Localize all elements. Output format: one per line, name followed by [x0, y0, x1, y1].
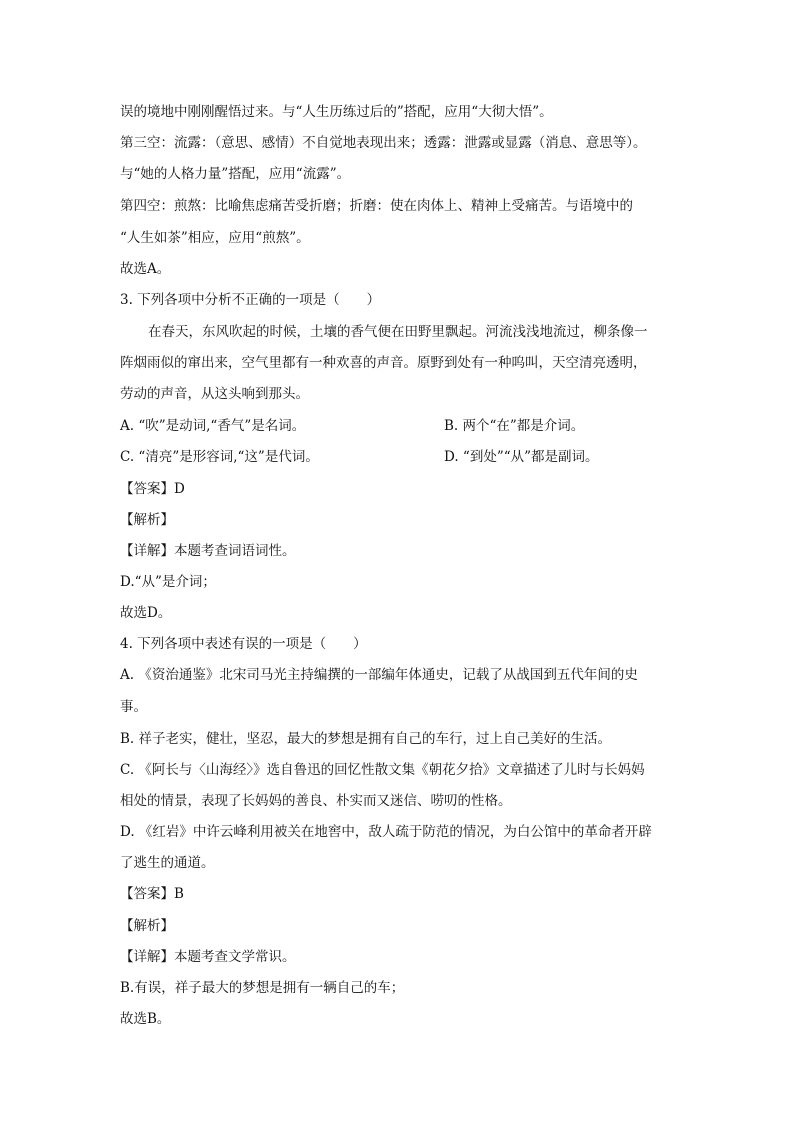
- q4-analysis-heading: 【解析】: [120, 918, 174, 934]
- q3-answer: 【答案】D: [120, 481, 185, 497]
- prev-conclusion: 故选A。: [120, 261, 171, 277]
- q4-conclusion: 故选B。: [120, 1011, 171, 1027]
- q4-option-d-line-2: 了逃生的通道。: [120, 855, 215, 871]
- q4-option-d-line-1: D. 《红岩》中许云峰利用被关在地窖中，敌人疏于防范的情况，为白公馆中的革命者开辟: [120, 824, 652, 840]
- prev-line-4: 第四空：煎熬：比喻焦虑痛苦受折磨；折磨：使在肉体上、精神上受痛苦。与语境中的: [120, 198, 633, 214]
- q3-passage-line-3: 劳动的声音，从这头响到那头。: [120, 386, 309, 402]
- q3-option-c: C. “清亮”是形容词,“这”是代词。: [120, 449, 319, 465]
- q4-option-a-line-2: 事。: [120, 699, 147, 715]
- q4-option-b: B. 祥子老实，健壮，坚忍，最大的梦想是拥有自己的车行，过上自己美好的生活。: [120, 731, 612, 747]
- prev-line-2: 第三空：流露：（意思、感情）不自觉地表现出来；透露：泄露或显露（消息、意思等）。: [120, 135, 647, 151]
- q3-conclusion: 故选D。: [120, 605, 172, 621]
- q3-detail-2: D.“从”是介词；: [120, 574, 216, 590]
- q3-option-a: A. “吹”是动词,“香气”是名词。: [120, 418, 306, 434]
- q4-detail: 【详解】本题考查文学常识。: [120, 949, 296, 965]
- q3-detail: 【详解】本题考查词语词性。: [120, 543, 296, 559]
- q3-option-b: B. 两个“在”都是介词。: [444, 418, 585, 434]
- q4-detail-2: B.有误，祥子最大的梦想是拥有一辆自己的车；: [120, 980, 405, 996]
- q4-option-c-line-2: 相处的情景，表现了长妈妈的善良、朴实而又迷信、唠叨的性格。: [120, 793, 512, 809]
- q4-option-c-line-1: C. 《阿长与〈山海经〉》选自鲁迅的回忆性散文集《朝花夕拾》文章描述了儿时与长妈妈: [120, 762, 645, 778]
- prev-line-1: 误的境地中刚刚醒悟过来。与“人生历练过后的”搭配，应用“大彻大悟”。: [120, 104, 553, 120]
- q4-stem: 4. 下列各项中表述有误的一项是（ ）: [120, 636, 367, 652]
- q4-option-a-line-1: A. 《资治通鉴》北宋司马光主持编撰的一部编年体通史，记载了从战国到五代年间的史: [120, 667, 638, 683]
- prev-line-3: 与“她的人格力量”搭配，应用“流露”。: [120, 166, 351, 182]
- q3-passage-line-1: 在春天，东风吹起的时候，土壤的香气便在田野里飘起。河流浅浅地流过，柳条像一: [148, 324, 648, 340]
- q3-analysis-heading: 【解析】: [120, 512, 174, 528]
- q3-stem: 3. 下列各项中分析不正确的一项是（ ）: [120, 292, 381, 308]
- prev-line-5: “人生如茶”相应，应用“煎熬”。: [120, 230, 310, 246]
- q3-option-d: D. “到处”“从”都是副词。: [444, 449, 599, 465]
- q3-passage-line-2: 阵烟雨似的窜出来，空气里都有一种欢喜的声音。原野到处有一种呜叫，天空清亮透明，: [120, 355, 647, 371]
- q4-answer: 【答案】B: [120, 886, 184, 902]
